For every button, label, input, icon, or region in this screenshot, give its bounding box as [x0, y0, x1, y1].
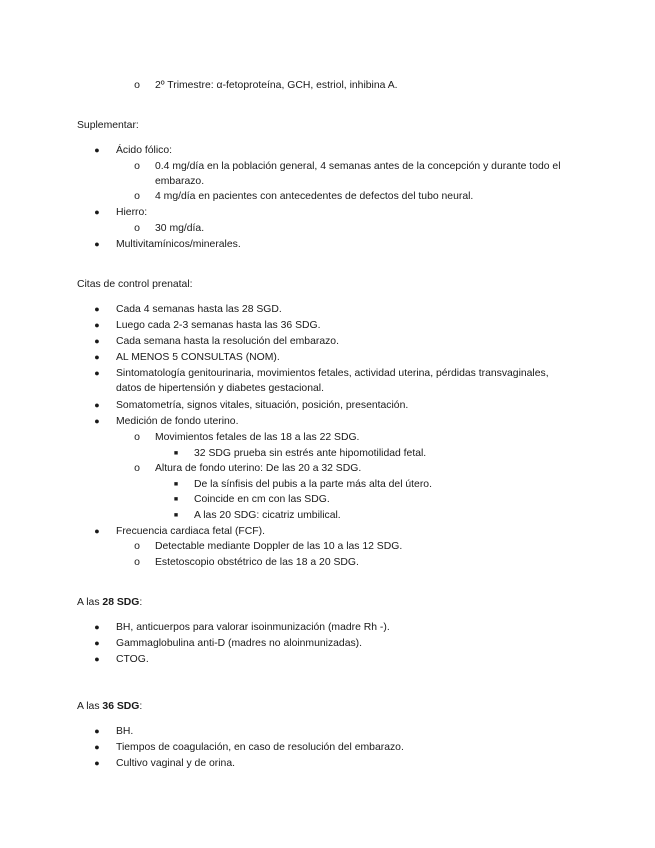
- section-heading-28-sdg: A las 28 SDG:: [77, 597, 143, 608]
- bullet-circle: o: [134, 79, 140, 91]
- bullet-square: ■: [173, 450, 179, 457]
- list-item: BH.: [116, 726, 134, 737]
- list-item: 0.4 mg/día en la población general, 4 semanas antes de la concepción y durante todo el: [155, 161, 561, 172]
- list-item: 2º Trimestre: α-fetoproteína, GCH, estriol, inhibina A.: [155, 80, 398, 91]
- list-item: AL MENOS 5 CONSULTAS (NOM).: [116, 352, 280, 363]
- list-item: 4 mg/día en pacientes con antecedentes de defectos del tubo neural.: [155, 191, 474, 202]
- bullet-dot: ●: [94, 239, 100, 249]
- bullet-dot: ●: [94, 622, 100, 632]
- list-item: Medición de fondo uterino.: [116, 416, 239, 427]
- bullet-square: ■: [173, 481, 179, 488]
- bullet-dot: ●: [94, 726, 100, 736]
- list-item: Coincide en cm con las SDG.: [194, 494, 330, 505]
- list-item: Cultivo vaginal y de orina.: [116, 758, 235, 769]
- bullet-dot: ●: [94, 304, 100, 314]
- bullet-dot: ●: [94, 416, 100, 426]
- bullet-dot: ●: [94, 526, 100, 536]
- list-item: Cada semana hasta la resolución del embarazo.: [116, 336, 339, 347]
- list-item: 32 SDG prueba sin estrés ante hipomotilidad fetal.: [194, 448, 427, 459]
- list-item: A las 20 SDG: cicatriz umbilical.: [194, 510, 341, 521]
- bullet-square: ■: [173, 496, 179, 503]
- list-item: Frecuencia cardiaca fetal (FCF).: [116, 526, 265, 537]
- bullet-dot: ●: [94, 638, 100, 648]
- list-item-continuation: embarazo.: [155, 176, 205, 187]
- list-item: De la sínfisis del pubis a la parte más alta del útero.: [194, 479, 432, 490]
- list-item: Movimientos fetales de las 18 a las 22 SDG.: [155, 432, 360, 443]
- bullet-dot: ●: [94, 368, 100, 378]
- bullet-dot: ●: [94, 400, 100, 410]
- bullet-circle: o: [134, 556, 140, 568]
- bullet-circle: o: [134, 540, 140, 552]
- list-item: Multivitamínicos/minerales.: [116, 239, 241, 250]
- bullet-dot: ●: [94, 758, 100, 768]
- list-item: Luego cada 2-3 semanas hasta las 36 SDG.: [116, 320, 321, 331]
- list-item: 30 mg/día.: [155, 223, 205, 234]
- list-item: CTOG.: [116, 654, 149, 665]
- bullet-dot: ●: [94, 320, 100, 330]
- bullet-dot: ●: [94, 742, 100, 752]
- list-item: Hierro:: [116, 207, 148, 218]
- bullet-dot: ●: [94, 207, 100, 217]
- list-item: Estetoscopio obstétrico de las 18 a 20 SDG.: [155, 557, 359, 568]
- list-item: Ácido fólico:: [116, 145, 173, 156]
- bullet-circle: o: [134, 222, 140, 234]
- bullet-dot: ●: [94, 352, 100, 362]
- bullet-square: ■: [173, 512, 179, 519]
- list-item: Detectable mediante Doppler de las 10 a las 12 SDG.: [155, 541, 403, 552]
- list-item: BH, anticuerpos para valorar isoinmunización (madre Rh -).: [116, 622, 390, 633]
- list-item-continuation: datos de hipertensión y diabetes gestacional.: [116, 383, 324, 394]
- bullet-circle: o: [134, 160, 140, 172]
- list-item: Cada 4 semanas hasta las 28 SGD.: [116, 304, 282, 315]
- bullet-circle: o: [134, 462, 140, 474]
- list-item: Altura de fondo uterino: De las 20 a 32 SDG.: [155, 463, 362, 474]
- list-item: Tiempos de coagulación, en caso de resolución del embarazo.: [116, 742, 404, 753]
- list-item: Sintomatología genitourinaria, movimientos fetales, actividad uterina, pérdidas transvaginales,: [116, 368, 549, 379]
- section-heading-citas: Citas de control prenatal:: [77, 279, 193, 290]
- list-item: Somatometría, signos vitales, situación, posición, presentación.: [116, 400, 409, 411]
- bullet-circle: o: [134, 190, 140, 202]
- list-item: Gammaglobulina anti-D (madres no aloinmunizadas).: [116, 638, 363, 649]
- bullet-dot: ●: [94, 336, 100, 346]
- bullet-dot: ●: [94, 654, 100, 664]
- section-heading-36-sdg: A las 36 SDG:: [77, 701, 143, 712]
- section-heading-suplementar: Suplementar:: [77, 120, 139, 131]
- bullet-dot: ●: [94, 145, 100, 155]
- bullet-circle: o: [134, 431, 140, 443]
